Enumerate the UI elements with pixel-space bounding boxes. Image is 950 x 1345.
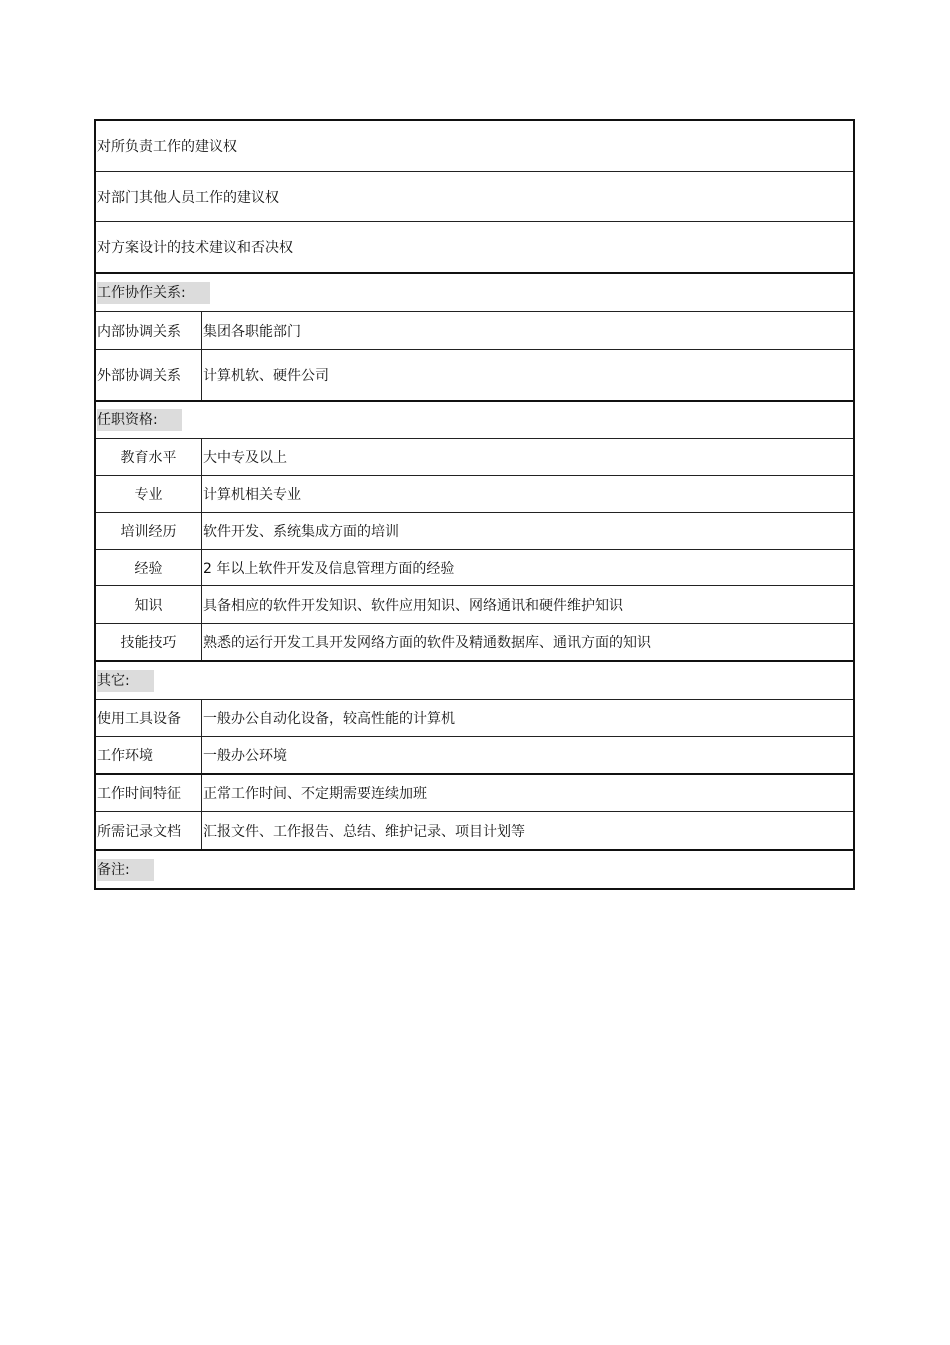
- row-label: 技能技巧: [96, 624, 202, 660]
- table-row: [96, 476, 853, 513]
- table-row: [96, 350, 853, 402]
- row-value: 具备相应的软件开发知识、软件应用知识、网络通讯和硬件维护知识: [203, 597, 623, 614]
- rights-text: 对方案设计的技术建议和否决权: [97, 240, 293, 256]
- section-heading: 备注:: [97, 859, 154, 881]
- row-label: 教育水平: [96, 439, 202, 475]
- row-value: 正常工作时间、不定期需要连续加班: [203, 786, 427, 802]
- notes-row: [96, 851, 853, 888]
- row-label: 经验: [96, 550, 202, 585]
- row-label: 专业: [96, 476, 202, 512]
- row-value: 集团各职能部门: [203, 323, 301, 340]
- row-value: 一般办公环境: [203, 748, 287, 764]
- table-row: [96, 550, 853, 586]
- rights-row: [96, 222, 853, 274]
- row-label: 工作环境: [96, 737, 202, 773]
- section-heading: 其它:: [97, 670, 154, 692]
- row-value: 大中专及以上: [203, 450, 287, 466]
- table-row: [96, 737, 853, 775]
- row-label: 内部协调关系: [96, 312, 202, 349]
- rights-text: 对部门其他人员工作的建议权: [97, 189, 279, 206]
- job-description-table: [94, 119, 855, 890]
- row-label: 外部协调关系: [96, 350, 202, 400]
- table-row: [96, 812, 853, 851]
- table-row: [96, 624, 853, 662]
- qualifications-heading-row: [96, 402, 853, 439]
- table-row: [96, 700, 853, 737]
- section-heading: 任职资格:: [97, 409, 182, 431]
- row-value: 软件开发、系统集成方面的培训: [203, 524, 399, 540]
- row-value: 熟悉的运行开发工具开发网络方面的软件及精通数据库、通讯方面的知识: [203, 635, 651, 651]
- table-row: [96, 513, 853, 550]
- row-label: 所需记录文档: [96, 812, 202, 849]
- other-heading-row: [96, 662, 853, 700]
- row-value: 一般办公自动化设备，较高性能的计算机: [203, 711, 455, 727]
- table-row: [96, 439, 853, 476]
- row-value: 汇报文件、工作报告、总结、维护记录、项目计划等: [203, 823, 525, 840]
- rights-row: [96, 172, 853, 222]
- row-value: 计算机相关专业: [203, 487, 301, 503]
- row-label: 培训经历: [96, 513, 202, 549]
- table-row: [96, 312, 853, 350]
- row-label: 工作时间特征: [96, 775, 202, 811]
- collaboration-heading-row: [96, 274, 853, 312]
- row-value: 2 年以上软件开发及信息管理方面的经验: [203, 560, 455, 577]
- row-label: 使用工具设备: [96, 700, 202, 736]
- row-label: 知识: [96, 586, 202, 623]
- table-row: [96, 586, 853, 624]
- rights-row: [96, 121, 853, 172]
- section-heading: 工作协作关系:: [97, 282, 210, 304]
- rights-text: 对所负责工作的建议权: [97, 139, 237, 155]
- table-row: [96, 775, 853, 812]
- row-value: 计算机软、硬件公司: [203, 368, 329, 384]
